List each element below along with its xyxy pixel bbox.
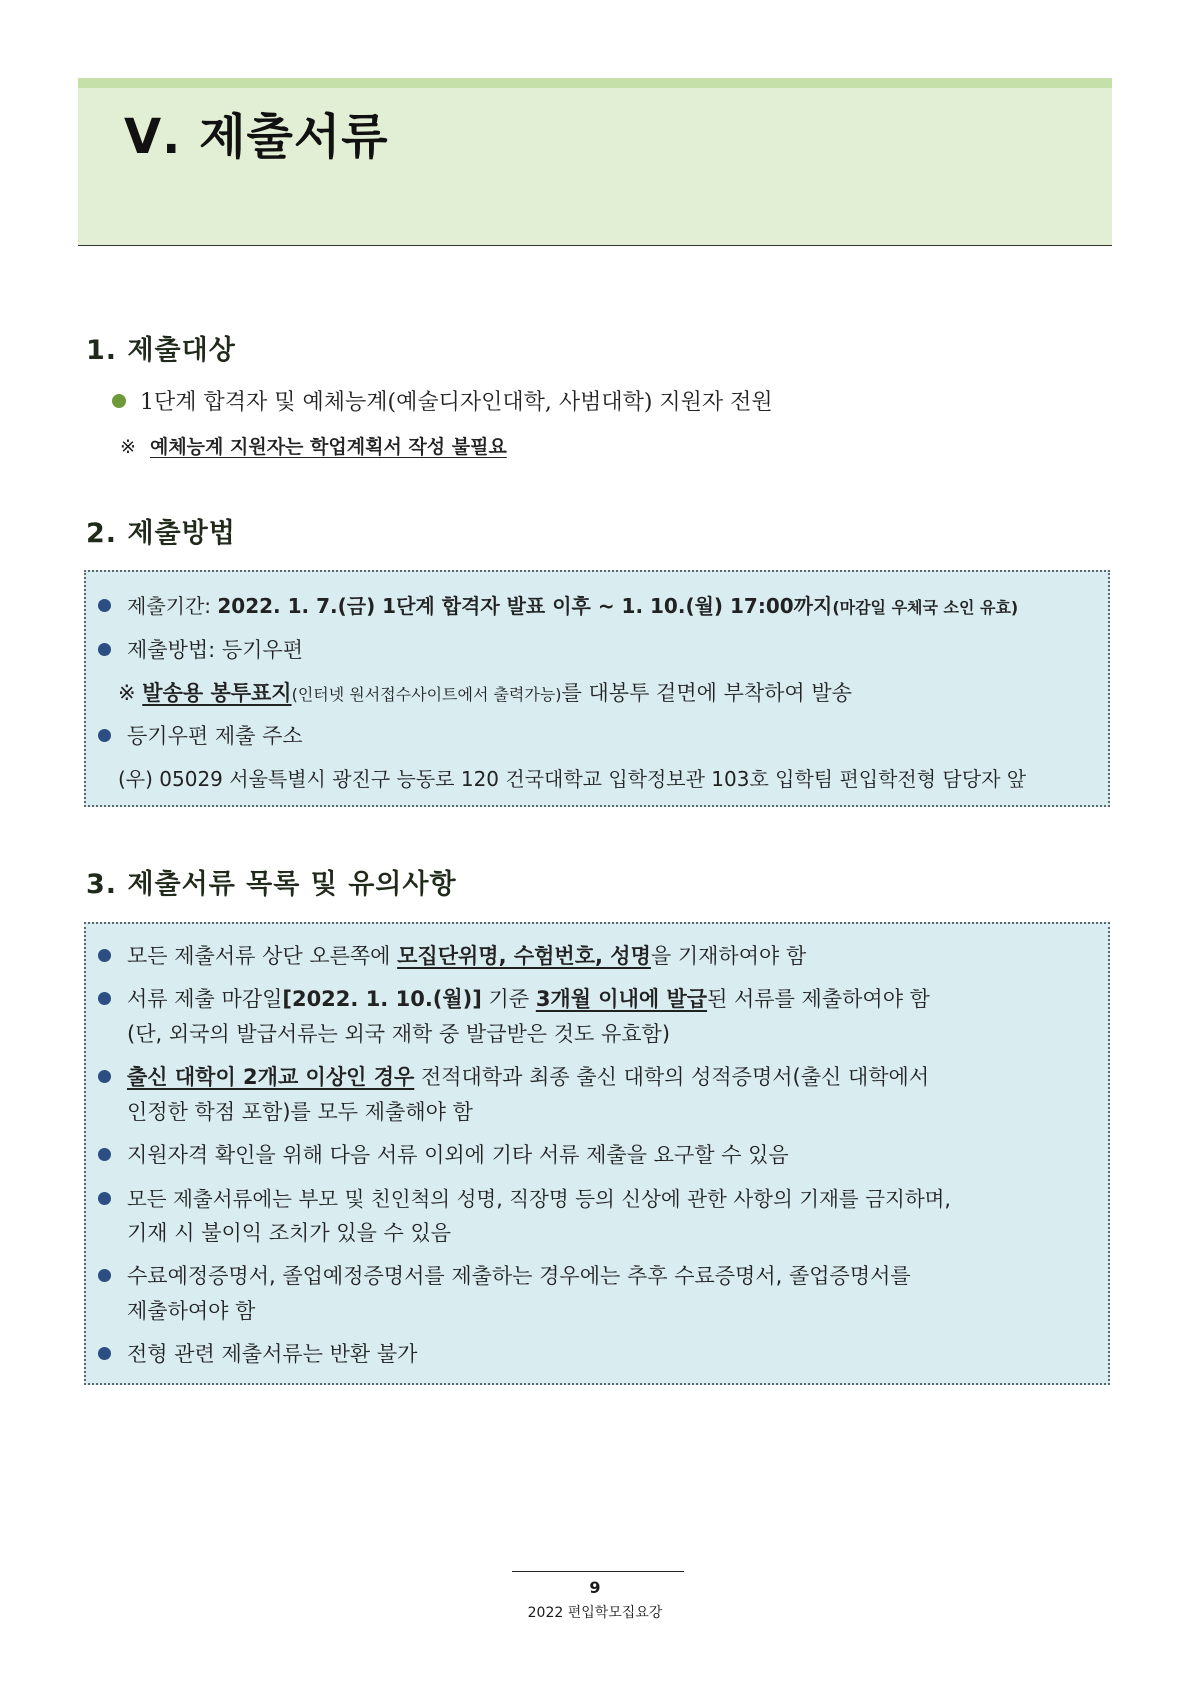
note-mark: ※ — [120, 436, 136, 458]
envelope-note-small: (인터넷 원서접수사이트에서 출력가능) — [291, 685, 562, 704]
envelope-note-line — [118, 677, 852, 707]
doc-item-3-line2: 인정한 학점 포함)를 모두 제출해야 함 — [127, 1100, 473, 1124]
note-mark: ※ — [118, 681, 143, 705]
item2-date: [2022. 1. 10.(월)] — [282, 987, 482, 1011]
bullet-icon — [98, 1070, 111, 1083]
item7-text: 전형 관련 제출서류는 반환 불가 — [127, 1342, 418, 1366]
address-label-line — [98, 720, 303, 750]
item2-pre: 서류 제출 마감일 — [127, 987, 283, 1011]
chapter-banner — [78, 78, 1112, 246]
chapter-title: Ⅴ. 제출서류 — [124, 109, 389, 165]
bullet-icon — [98, 1269, 111, 1282]
doc-item-2 — [98, 983, 930, 1013]
bullet-icon — [98, 1148, 111, 1161]
period-line — [98, 590, 1018, 619]
item3-bold: 출신 대학이 2개교 이상인 경우 — [127, 1065, 415, 1089]
bullet-icon — [98, 1347, 111, 1360]
period-note: (마감일 우체국 소인 유효) — [832, 598, 1019, 617]
footer-divider — [512, 1571, 684, 1572]
section1-note — [120, 432, 507, 459]
section2-heading: 2. 제출방법 — [86, 518, 236, 549]
bullet-icon — [98, 643, 111, 656]
doc-item-3 — [98, 1061, 929, 1091]
doc-item-6-line2: 제출하여야 함 — [127, 1299, 256, 1323]
section3-box — [84, 922, 1110, 1385]
doc-item-5-line2: 기재 시 불이익 조치가 있을 수 있음 — [127, 1221, 452, 1245]
section2-box — [84, 570, 1110, 807]
address-text: (우) 05029 서울특별시 광진구 능동로 120 건국대학교 입학정보관 103호 입학팀 편입학전형 담당자 앞 — [118, 767, 1027, 791]
doc-item-6 — [98, 1260, 911, 1290]
doc-item-4 — [98, 1139, 789, 1169]
footer-doc-title: 2022 편입학모집요강 — [527, 1605, 663, 1621]
method-text: 제출방법: 등기우편 — [127, 638, 304, 662]
item2-bold: 3개월 이내에 발급 — [535, 987, 708, 1011]
section1-bullet — [112, 385, 773, 416]
item1-post: 을 기재하여야 함 — [650, 944, 807, 968]
period-label: 제출기간: — [127, 594, 218, 618]
doc-item-7 — [98, 1338, 417, 1368]
page-number: 9 — [589, 1578, 601, 1597]
period-value: 2022. 1. 7.(금) 1단계 합격자 발표 이후 ~ 1. 10.(월) 17:00까지 — [217, 594, 833, 618]
item3-post: 전적대학과 최종 출신 대학의 성적증명서(출신 대학에서 — [414, 1065, 930, 1089]
section1-heading: 1. 제출대상 — [86, 335, 236, 366]
bullet-icon — [98, 949, 111, 962]
doc-item-5 — [98, 1182, 951, 1212]
doc-item-1 — [98, 940, 806, 970]
section1-note-text: 예체능계 지원자는 학업계획서 작성 불필요 — [149, 436, 507, 458]
item4-text: 지원자격 확인을 위해 다음 서류 이외에 기타 서류 제출을 요구할 수 있음 — [127, 1143, 789, 1167]
item2-mid: 기준 — [481, 987, 536, 1011]
doc-item-2-line2: (단, 외국의 발급서류는 외국 재학 중 발급받은 것도 유효함) — [127, 1022, 671, 1046]
envelope-note-rest: 를 대봉투 겉면에 부착하여 발송 — [561, 681, 852, 705]
item6-line1: 수료예정증명서, 졸업예정증명서를 제출하는 경우에는 추후 수료증명서, 졸업증명서를 — [127, 1264, 911, 1288]
item1-bold: 모집단위명, 수험번호, 성명 — [397, 944, 651, 968]
address-label: 등기우편 제출 주소 — [127, 724, 303, 748]
bullet-icon — [98, 992, 111, 1005]
section1-bullet-text: 1단계 합격자 및 예체능계(예술디자인대학, 사범대학) 지원자 전원 — [140, 390, 773, 415]
item5-line1: 모든 제출서류에는 부모 및 친인척의 성명, 직장명 등의 신상에 관한 사항의 기재를 금지하며, — [127, 1187, 951, 1211]
item2-post: 된 서류를 제출하여야 함 — [707, 987, 930, 1011]
method-line — [98, 634, 303, 664]
bullet-icon — [98, 729, 111, 742]
bullet-icon — [98, 1192, 111, 1205]
section3-heading: 3. 제출서류 목록 및 유의사항 — [86, 869, 457, 900]
envelope-note-bold: 발송용 봉투표지 — [142, 681, 292, 705]
bullet-icon — [112, 394, 126, 408]
item1-pre: 모든 제출서류 상단 오른쪽에 — [127, 944, 398, 968]
bullet-icon — [98, 599, 111, 612]
